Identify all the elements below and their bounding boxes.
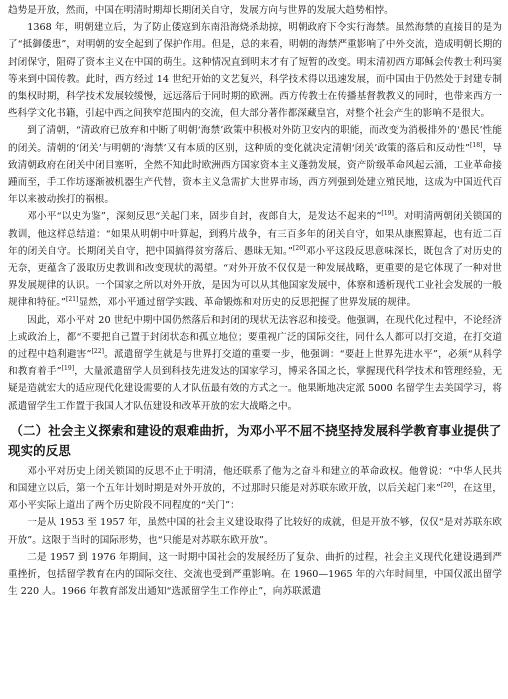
- paragraph-text: 。派遣留学生就是与世界打交道的重要一步，他强调：“要赶上世界先进水平”，必须“从科学和教育着手”: [8, 349, 503, 378]
- paragraph-6: [8, 514, 502, 548]
- citation-marker: [19]: [61, 365, 75, 373]
- paragraph-text: 邓小平“以史为鉴”，深刻反思“关起门来，固步自封，夜郎自大，是发达不起来的”: [27, 211, 382, 223]
- paragraph-text: 显然，邓小平通过留学实践、革命锻炼和对历史的反思把握了世界发展的规律。: [78, 297, 417, 309]
- paragraph-text: 1368 年，明朝建立后，为了防止倭寇到东南沿海烧杀劫掠，明朝政府下令实行海禁。虽然海禁的直接目的是为了“抵御倭患”，对明朝的安全起到了保护作用。但是，总的来看，明朝的海禁严重影响了中外交流，造成明朝长期的封闭保守，阻碍了资本主义在中国的萌生。这种情况直到明末才有了短暂的改变。明末清初西方耶稣会传教士利玛窦等来到中国传教。此时，西方经过 14 世纪开始的文艺复兴，科学技术得以迅速发展，而中国由于仍然处于封建专制的集权时期，科学技术发展较缓慢，远远落后于同时期的欧洲。西方传教士在传播基督教教义的同时，也带来西方一些科学文化书籍，引起中西之间狭窄范围内的交流，但大部分著作都深藏皇宫，对整个社会产生的影响不是很大。: [8, 22, 502, 120]
- paragraph-text: 。对明清两朝闭关锁国的教训，他这样总结道：“如果从明朝中叶算起，到鸦片战争，有三百多年的闭关自守，如果从康熙算起，也有近二百年的闭关自守。长期闭关自守，把中国搞得贫穷落后、愚昧无知。”: [8, 211, 502, 257]
- citation-marker: [20]: [293, 244, 306, 252]
- paragraph-4: [8, 312, 502, 415]
- paragraph-3: [8, 208, 502, 311]
- citation-marker: [20]: [440, 481, 454, 489]
- paragraph-5: [8, 463, 502, 515]
- citation-marker: [21]: [66, 296, 79, 304]
- paragraph-text: ，导致清朝政府在闭关中闭目塞听，全然不知此时欧洲西方国家资本主义蓬勃发展，资产阶级革命风起云涌，工业革命接踵而至，手工作坊逐渐被机器生产代替，资本主义急需扩大世界市场，西方列强到处建立殖民地，这成为中国近代百年以来被动挨打的祸根。: [8, 142, 502, 206]
- paragraph-2: [8, 122, 502, 208]
- paragraph-1: [8, 19, 502, 122]
- citation-marker: [22]: [91, 347, 104, 355]
- paragraph-0: [8, 2, 502, 19]
- paragraph-7: [8, 549, 502, 601]
- paragraph-text: 到了清朝，“清政府已放弃和中断了明朝‘海禁’政策中积极对外防卫安内的职能，而改变为消极排外的‘愚民’性能的闭关。清朝的‘闭关’与明朝的‘海禁’又有本质的区别，这种质的变化就决定清朝‘闭关’政策的落后和反动性”: [8, 125, 502, 154]
- paragraph-text: ，大量派遣留学人员到科技先进发达的国家学习，博采各国之长，掌握现代科学技术和管理经验，无疑是造就宏大的适应现代化建设需要的人才队伍最有效的方式之一。他果断地决定派 5000 名留学生去美国学习，将派遣留学生工作置于我国人才队伍建设和改革开放的宏大战略之中。: [8, 366, 502, 412]
- section-heading: （二）社会主义探索和建设的艰难曲折，为邓小平不屈不挠坚持发展科学教育事业提供了现实的反思: [8, 422, 502, 458]
- paragraph-text: 邓小平对历史上闭关锁国的反思不止于明清，他还联系了他为之奋斗和建立的革命政权。他曾说：“中华人民共和国建立以后，第一个五年计划时期是对外开放的，不过那时只能是对苏联东欧开放，以后关起门来”: [8, 465, 502, 495]
- paragraph-text: 邓小平这段反思意味深长，既包含了对历史的无奈，更蕴含了汲取历史教训和改变现状的渴望。“对外开放不仅仅是一种发展战略，更重要的是它体现了一种对世界发展规律的认识。一个国家之所以对外开放，是因为可以从其他国家发展中，体察和透析现代工业社会发展的一般规律和特征。”: [8, 245, 502, 309]
- citation-marker: [19]: [381, 210, 394, 218]
- paragraph-text: 二是 1957 到 1976 年期间，这一时期中国社会的发展经历了复杂、曲折的过程，社会主义现代化建设遇到严重挫折，包括留学教育在内的国际交往、交流也受到严重影响。在 1960—1965 年的六年时间里，中国仅派出留学生 220 人。1966 年教育部发出通知“选派留学生工作停止”，向苏联派遣: [8, 551, 502, 598]
- citation-marker: [18]: [469, 141, 483, 149]
- paragraph-text: 趋势是开放，然而，中国在明清时期却长期闭关自守，发展方向与世界的发展大趋势相悖。: [8, 5, 394, 16]
- paragraph-text: 因此，邓小平对 20 世纪中期中国仍然落后和封闭的现状无法容忍和接受。他强调，在现代化过程中，不论经济上或政治上，都“不要把自己置于封闭状态和孤立地位；要重视广泛的国际交往，同什么人都可以打交道，在打交道的过程中趋利避害”: [8, 314, 502, 361]
- paragraph-text: 一是从 1953 至 1957 年，虽然中国的社会主义建设取得了比较好的成就，但是开放不够，仅仅“是对苏联东欧开放”。这限于当时的国际形势，也“只能是对苏联东欧开放”。: [8, 517, 502, 546]
- paragraph-text: ，在这里，邓小平实际上道出了两个历史阶段不同程度的“关门”：: [8, 483, 502, 512]
